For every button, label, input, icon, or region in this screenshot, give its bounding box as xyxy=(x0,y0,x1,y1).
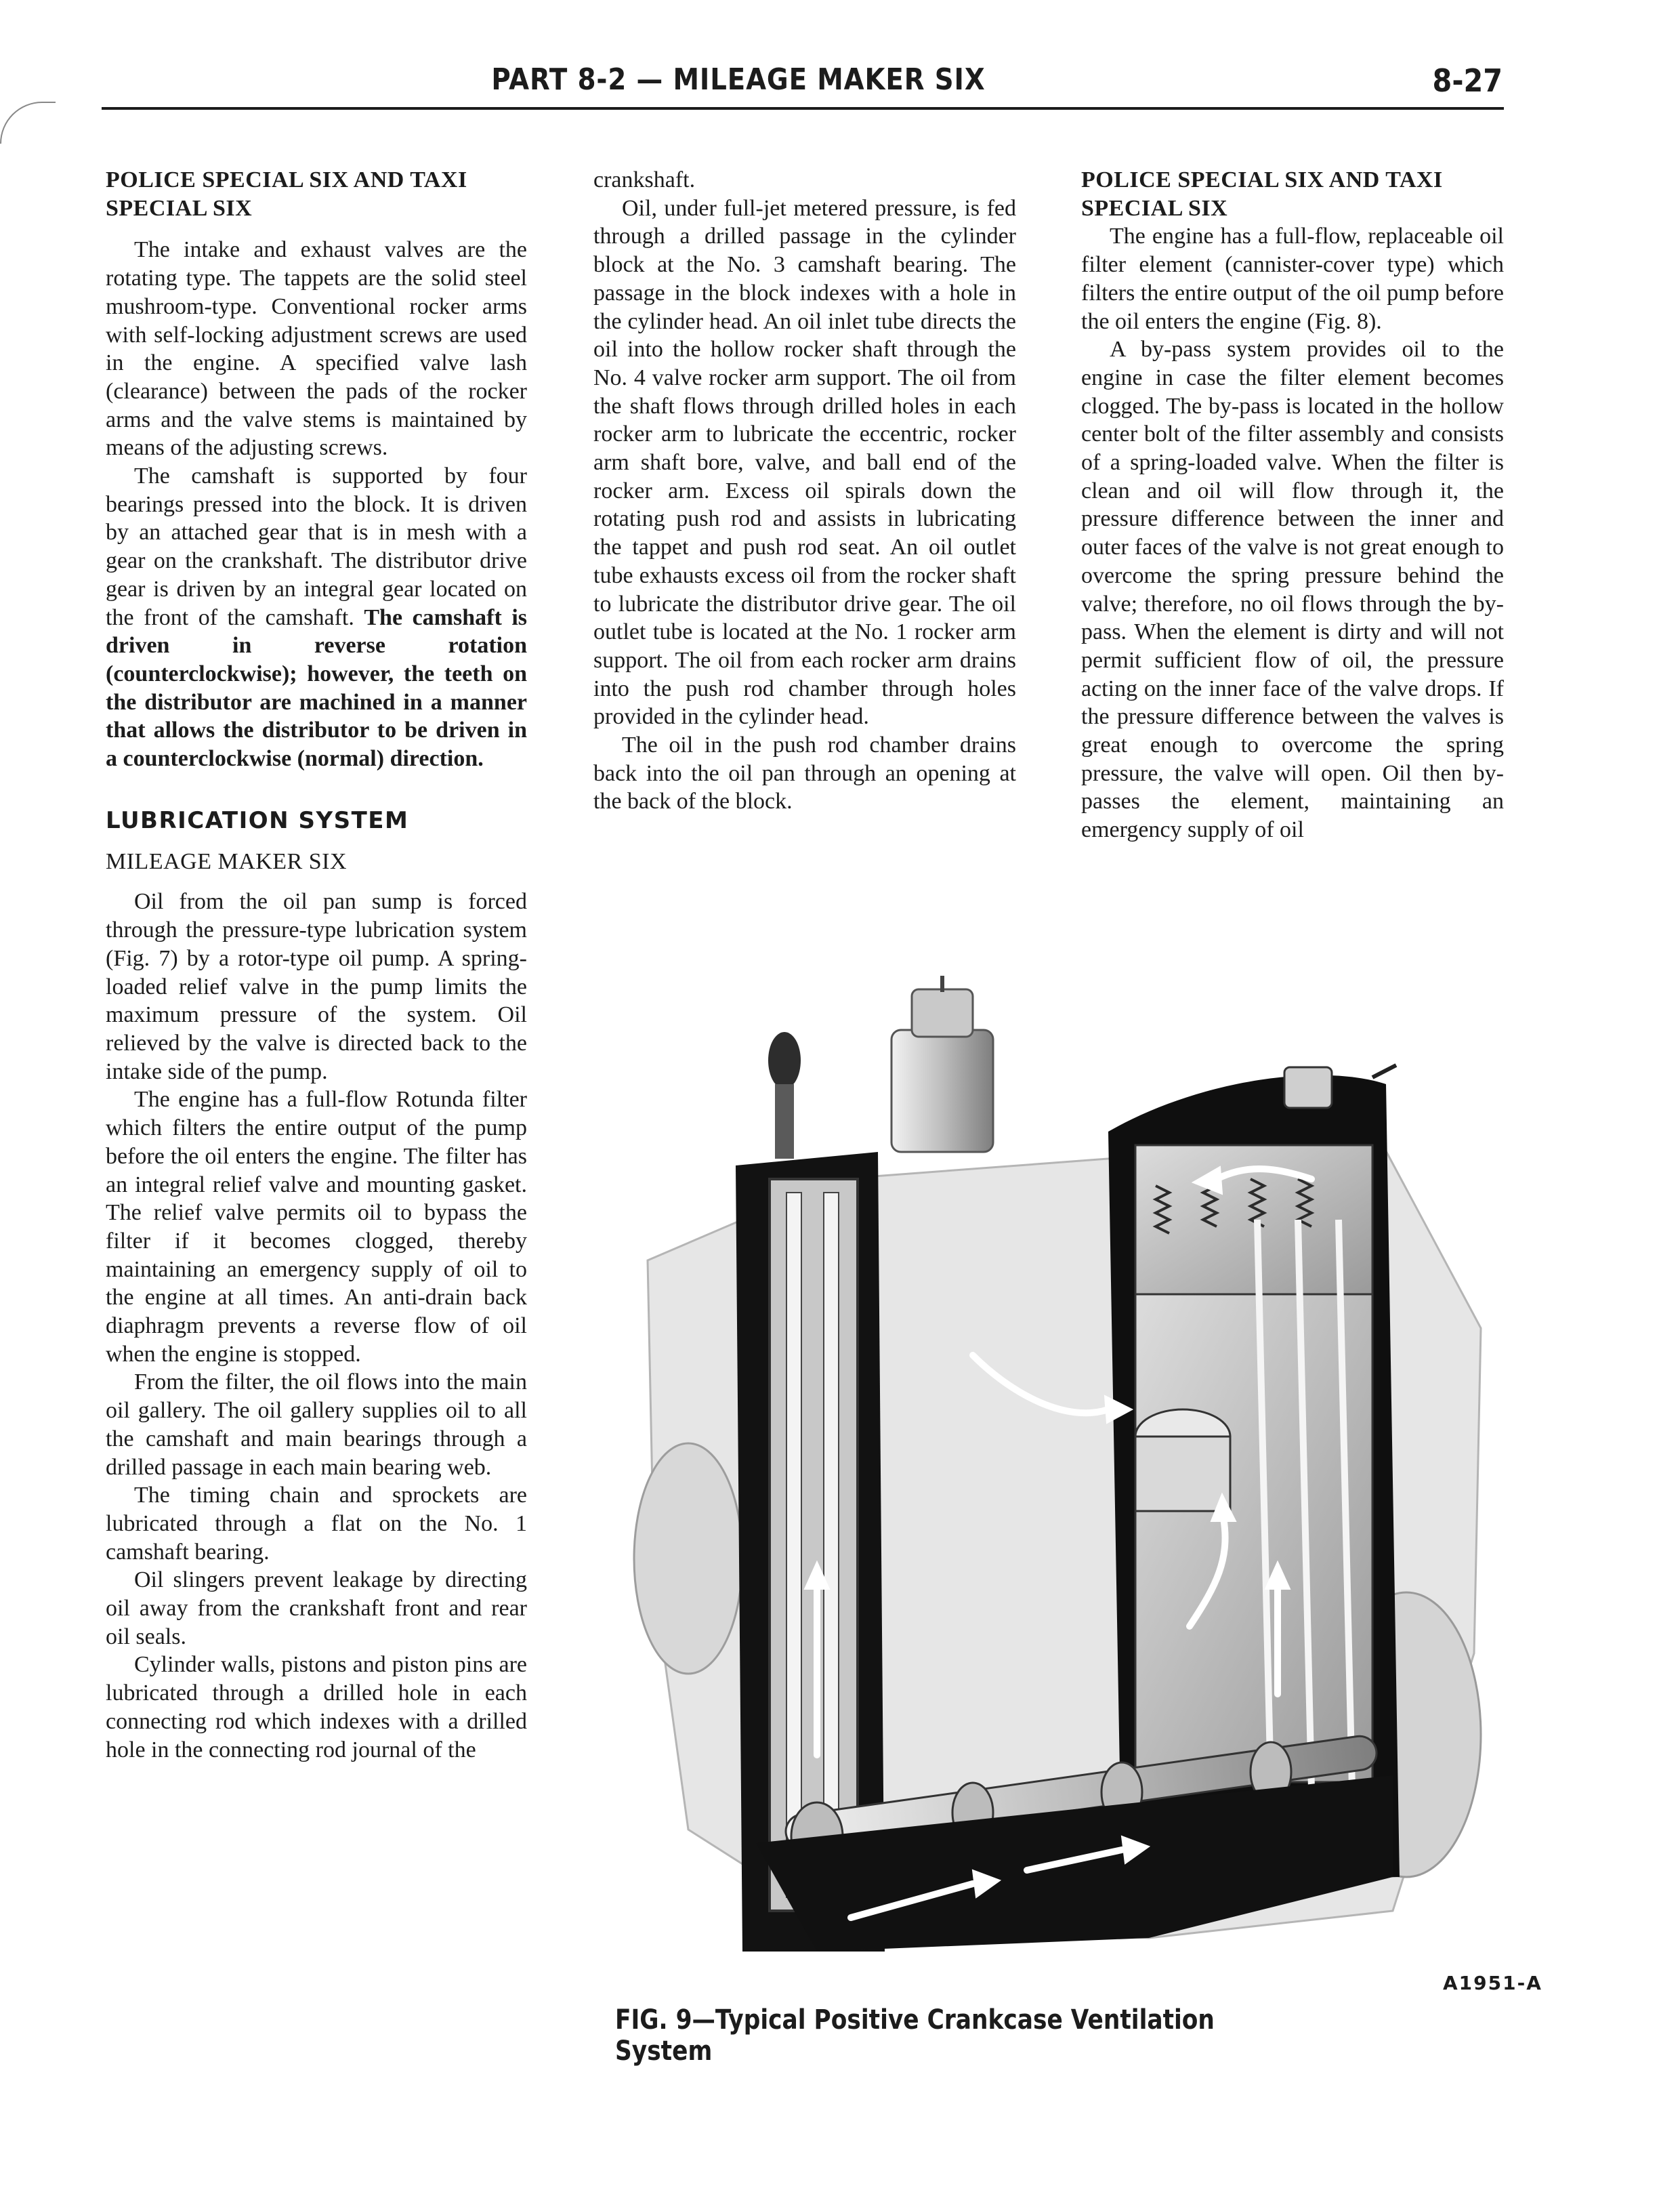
paragraph: The intake and exhaust valves are the rotating type. The tappets are the solid steel mushroom-type. Conventional rocker arms with self-locking adjustment screws are used in the engine. A specified valve lash (clearance) between the pads of the rocker arms and the valve stems is maintained by means of the adjusting screws. xyxy=(106,237,527,461)
carburetor-top xyxy=(912,989,973,1037)
header-rule xyxy=(102,107,1504,110)
column-middle xyxy=(593,166,1016,816)
paragraph: A by-pass system provides oil to the engine in case the filter element becomes clogged. The by-pass is located in the hollow center bolt of the filter assembly and consists of a spring-loaded valve. When the filter is clean and oil will flow through it, the pressure difference between the inner and outer faces of the valve is not great enough to overcome the spring pressure behind the valve; therefore, no oil flows through the by-pass. When the element is dirty and will not permit sufficient flow of oil, the pressure acting on the inner face of the valve drops. If the pressure difference between the valves is great enough to overcome the spring pressure, the valve will open. Oil then by-passes the element, maintaining an emergency supply of oil xyxy=(1081,337,1504,843)
column-right xyxy=(1081,166,1504,844)
paragraph: The engine has a full-flow, replaceable oil filter element (cannister-cover type) which filters the entire output of the oil pump before the oil enters the engine (Fig. 8). xyxy=(1081,224,1504,334)
paragraph: The timing chain and sprockets are lubricated through a flat on the No. 1 camshaft bearing. xyxy=(106,1483,527,1565)
section-heading-police-special: POLICE SPECIAL SIX AND TAXI SPECIAL SIX xyxy=(1081,167,1443,221)
subsection-heading-mileage-maker: MILEAGE MAKER SIX xyxy=(106,848,348,874)
paragraph: Oil from the oil pan sump is forced through the pressure-type lubrication system (Fig. 7) by a rotor-type oil pump. A spring-loaded relief valve in the pump limits the maximum pressure of the system. Oil relieved by the valve is directed back to the intake side of the pump. xyxy=(106,889,527,1084)
breather-cap xyxy=(1284,1067,1332,1108)
cylinder-block xyxy=(1135,1294,1372,1782)
oil-filler-cap xyxy=(768,1032,801,1089)
engine-cutaway-illustration xyxy=(593,976,1504,2012)
page-header-title: PART 8-2 — MILEAGE MAKER SIX xyxy=(491,62,986,97)
figure-code: A1951-A xyxy=(1443,1972,1542,1994)
page-number: 8-27 xyxy=(1432,62,1503,99)
paragraph: Oil, under full-jet metered pressure, is fed through a drilled passage in the cylinder block at the No. 3 camshaft bearing. The passage in the block indexes with a hole in the cylinder head. An oil inlet tube directs the oil into the hollow rocker shaft through the No. 4 valve rocker arm support. The oil from the shaft flows through drilled holes in each rocker arm to lubricate the eccentric, rocker arm shaft bore, valve, and ball end of the rocker arm. Excess oil spirals down the rotating push rod and assists in lubricating the tappet and push rod seat. An oil outlet tube exhausts excess oil from the rocker shaft to lubricate the distributor drive gear. The oil outlet tube is located at the No. 1 rocker arm support. The oil from each rocker arm drains into the push rod chamber through holes provided in the cylinder head. xyxy=(593,195,1016,730)
paragraph: The oil in the push rod chamber drains back into the oil pan through an opening at the back of the block. xyxy=(593,732,1016,814)
paragraph: Oil slingers prevent leakage by directing oil away from the crankshaft front and rear oil seals. xyxy=(106,1567,527,1649)
engine-illustration-svg xyxy=(593,976,1504,2012)
fan-pulley xyxy=(634,1443,742,1674)
paragraph: crankshaft. xyxy=(593,167,696,192)
paragraph: Cylinder walls, pistons and piston pins are lubricated through a drilled hole in each connecting rod which indexes with a drilled hole in the connecting rod journal of the xyxy=(106,1652,527,1762)
paragraph-bold-text: The camshaft is driven in reverse rotation (counterclockwise); however, the teeth on the distributor are machined in a manner that allows the distributor to be driven in a counterclockwise (normal) direction. xyxy=(106,604,527,772)
paragraph: The engine has a full-flow Rotunda filter which filters the entire output of the pump before the oil enters the engine. The filter has an integral relief valve and mounting gasket. The relief valve permits oil to bypass the filter if it becomes clogged, thereby maintaining an emergency supply of oil to the engine at all times. An anti-drain back diaphragm prevents a reverse flow of oil when the engine is stopped. xyxy=(106,1087,527,1367)
paragraph: From the filter, the oil flows into the main oil gallery. The oil gallery supplies oil to all the camshaft and main bearings through a drilled passage in each main bearing web. xyxy=(106,1369,527,1480)
section-heading-lubrication-system: LUBRICATION SYSTEM xyxy=(106,806,409,834)
paragraph xyxy=(106,462,527,773)
figure-caption: FIG. 9—Typical Positive Crankcase Ventilation System xyxy=(615,2004,1215,2067)
section-heading-police-special: POLICE SPECIAL SIX AND TAXI SPECIAL SIX xyxy=(106,167,467,221)
scan-corner-mark xyxy=(0,102,56,144)
carburetor xyxy=(891,1030,993,1152)
paragraph-text: The camshaft is supported by four bearings pressed into the block. It is driven by an attached gear that is in mesh with a gear on the crankshaft. The distributor drive gear is driven by an integral gear located on the front of the camshaft. xyxy=(106,463,527,630)
column-left xyxy=(106,166,527,1764)
